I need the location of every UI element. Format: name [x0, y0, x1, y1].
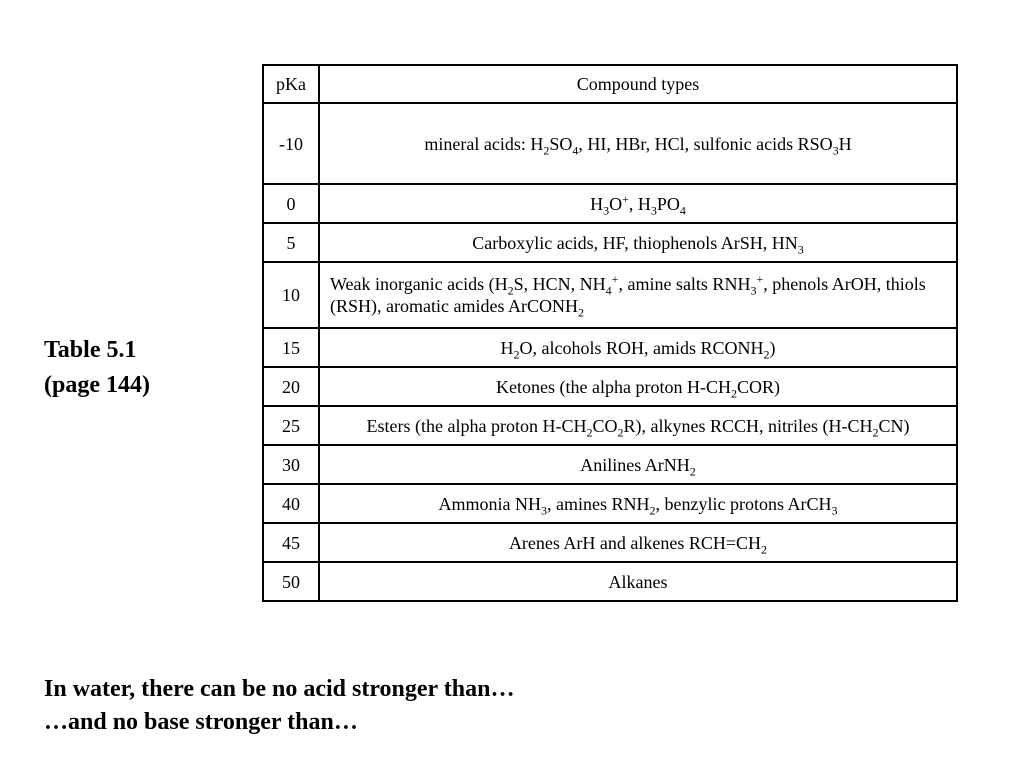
compound-types: Ammonia $NH_3$, amines $RNH_2$, benzylic protons ArCH$_3$: [319, 484, 957, 523]
table-caption: [44, 333, 150, 403]
table-row: [263, 103, 957, 184]
pka-table: [262, 64, 958, 602]
pka-value: 45: [263, 523, 319, 562]
table-row: [263, 262, 957, 328]
compound-types: $H_2O$, alcohols ROH, amids $RCONH_2$): [319, 328, 957, 367]
table-row: [263, 328, 957, 367]
compound-types: Arenes ArH and alkenes $RCH=CH_2$: [319, 523, 957, 562]
pka-value: -10: [263, 103, 319, 184]
table-row: [263, 484, 957, 523]
compound-types: Weak inorganic acids ($H_2S$, HCN, $NH_4^+$, amine salts $RNH_3^+$, phenols ArOH, thiols (RSH), aromatic amides ArCONH$_2$: [319, 262, 957, 328]
table-row: [263, 562, 957, 601]
pka-value: 40: [263, 484, 319, 523]
prompt-base: …and no base stronger than…: [44, 709, 358, 735]
pka-value: 5: [263, 223, 319, 262]
question-prompt: [44, 673, 514, 739]
table-row: [263, 367, 957, 406]
pka-value: 50: [263, 562, 319, 601]
compound-types: $H_3O^+$, $H_3PO_4$: [319, 184, 957, 223]
table-header-row: [263, 65, 957, 103]
compound-types: Anilines ArNH$_2$: [319, 445, 957, 484]
header-pka: pKa: [263, 65, 319, 103]
table-row: [263, 406, 957, 445]
compound-types: mineral acids: $H_2SO_4$, HI, HBr, HCl, sulfonic acids $RSO_3H$: [319, 103, 957, 184]
pka-value: 20: [263, 367, 319, 406]
compound-types: Carboxylic acids, HF, thiophenols ArSH, $HN_3$: [319, 223, 957, 262]
caption-title: Table 5.1: [44, 337, 137, 363]
table-row: [263, 445, 957, 484]
header-compound-types: Compound types: [319, 65, 957, 103]
pka-value: 0: [263, 184, 319, 223]
pka-value: 30: [263, 445, 319, 484]
table-row: [263, 223, 957, 262]
pka-value: 15: [263, 328, 319, 367]
caption-page: (page 144): [44, 372, 150, 398]
compound-types: Alkanes: [319, 562, 957, 601]
compound-types: Ketones (the alpha proton $H-CH_2COR$): [319, 367, 957, 406]
pka-value: 25: [263, 406, 319, 445]
compound-types: Esters (the alpha proton $H-CH_2CO_2R$), alkynes RCCH, nitriles $(H-CH_2CN)$: [319, 406, 957, 445]
prompt-acid: In water, there can be no acid stronger than…: [44, 676, 515, 702]
pka-value: 10: [263, 262, 319, 328]
table-row: [263, 184, 957, 223]
table-row: [263, 523, 957, 562]
